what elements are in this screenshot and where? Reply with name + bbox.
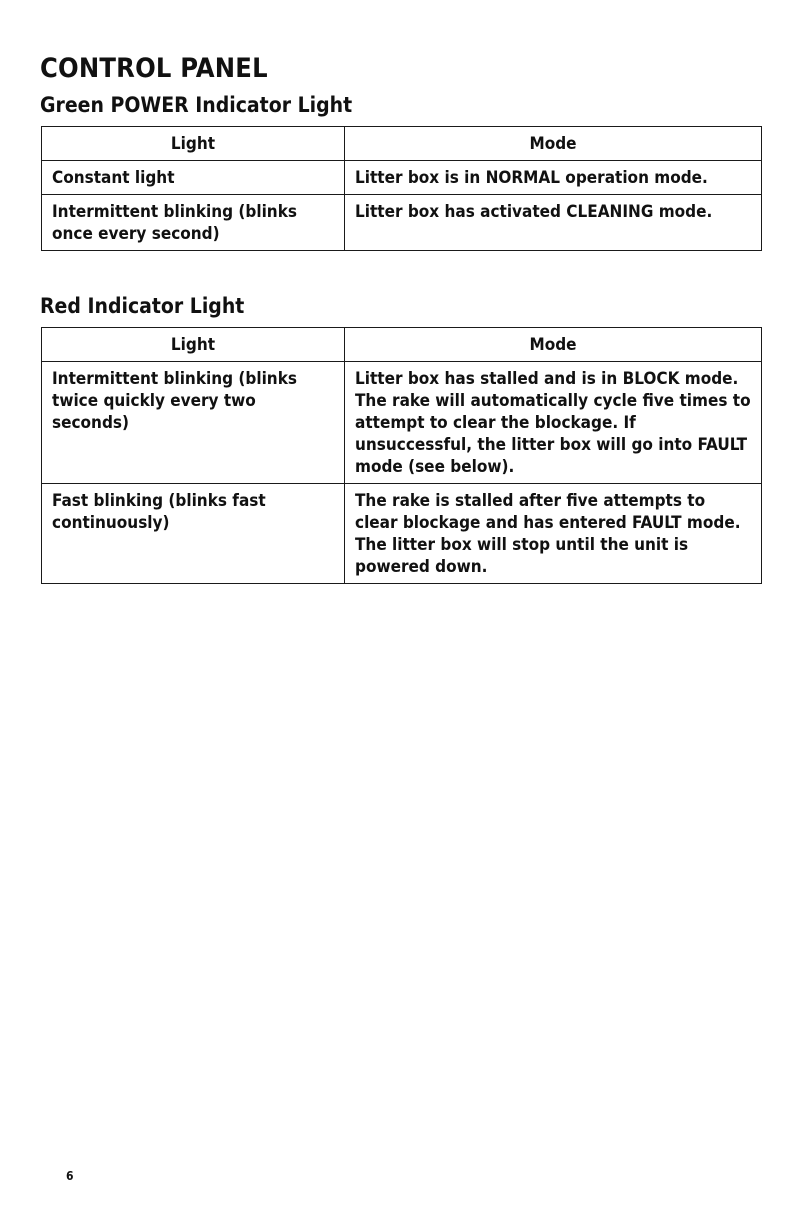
column-header-light: Light <box>42 328 345 362</box>
table-header-row <box>42 127 762 161</box>
mode-cell: The rake is stalled after five attempts to clear blockage and has entered FAULT mode. The litter box will stop until the unit is powered down. <box>345 484 762 584</box>
table-row <box>42 484 762 584</box>
red-indicator-table <box>41 327 762 584</box>
light-cell: Constant light <box>42 161 345 195</box>
table-row <box>42 161 762 195</box>
table-row <box>42 195 762 251</box>
green-indicator-heading: Green POWER Indicator Light <box>40 93 353 117</box>
mode-cell: Litter box is in NORMAL operation mode. <box>345 161 762 195</box>
column-header-mode: Mode <box>345 328 762 362</box>
column-header-mode: Mode <box>345 127 762 161</box>
table-row <box>42 362 762 484</box>
page-title: CONTROL PANEL <box>40 53 268 84</box>
mode-cell: Litter box has stalled and is in BLOCK mode. The rake will automatically cycle five times to attempt to clear the blockage. If unsuccessful, the litter box will go into FAULT mode (see below). <box>345 362 762 484</box>
page-number: 6 <box>66 1169 74 1183</box>
column-header-light: Light <box>42 127 345 161</box>
red-indicator-heading: Red Indicator Light <box>40 294 245 318</box>
light-cell: Intermittent blinking (blinks once every second) <box>42 195 345 251</box>
light-cell: Intermittent blinking (blinks twice quickly every two seconds) <box>42 362 345 484</box>
green-indicator-table <box>41 126 762 251</box>
mode-cell: Litter box has activated CLEANING mode. <box>345 195 762 251</box>
light-cell: Fast blinking (blinks fast continuously) <box>42 484 345 584</box>
table-header-row <box>42 328 762 362</box>
